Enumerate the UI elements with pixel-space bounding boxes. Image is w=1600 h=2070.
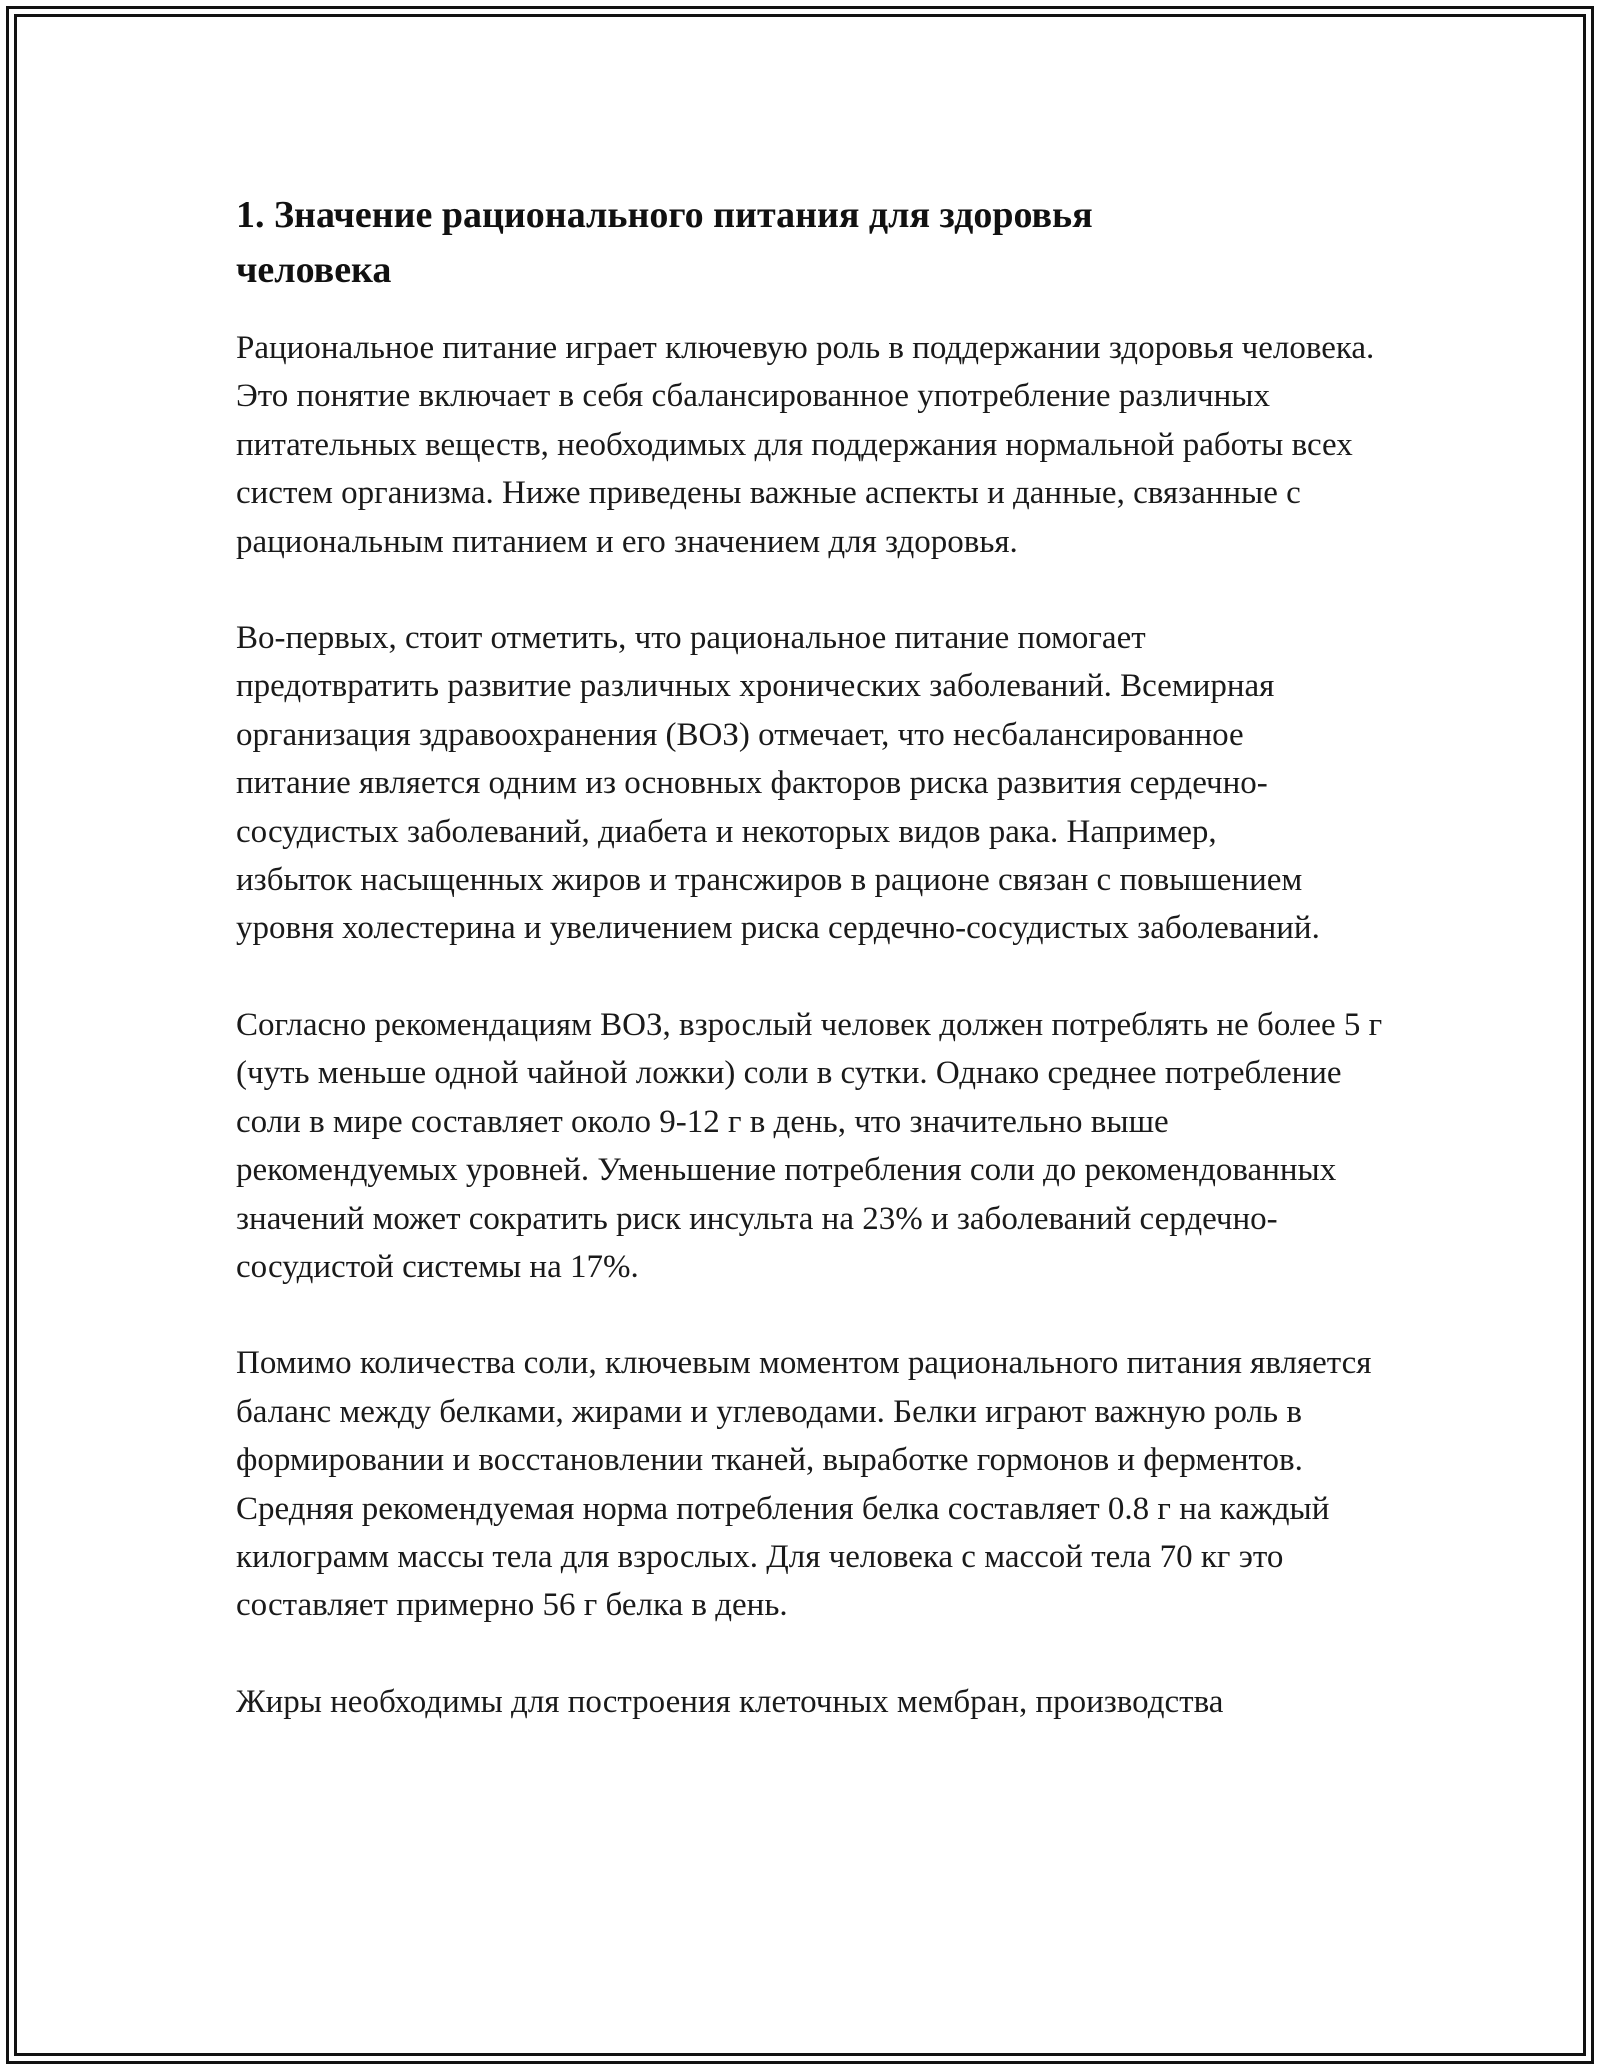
document-body [236, 188, 1386, 1726]
section-heading: 1. Значение рационального питания для здоровья человека [236, 194, 1093, 291]
paragraph-intro: Рациональное питание играет ключевую роль в поддержании здоровья человека. Это понятие включает в себя сбалансированное употребление различных питательных веществ, необходимых для поддержания нормальной работы всех систем организма. Ниже приведены важные аспекты и данные, связанные с рациональным питанием и его значением для здоровья. [236, 330, 1375, 560]
paragraph-chronic-diseases: Во-первых, стоит отметить, что рациональное питание помогает предотвратить развитие различных хронических заболеваний. Всемирная организация здравоохранения (ВОЗ) отмечает, что несбалансированное питание является одним из основных факторов риска развития сердечно-сосудистых заболеваний, диабета и некоторых видов рака. Например, избыток насыщенных жиров и трансжиров в рационе связан с повышением уровня холестерина и увеличением риска сердечно-сосудистых заболеваний. [236, 620, 1320, 947]
paragraph-macronutrients: Помимо количества соли, ключевым моментом рационального питания является баланс между белками, жирами и углеводами. Белки играют важную роль в формировании и восстановлении тканей, выработке гормонов и ферментов. Средняя рекомендуемая норма потребления белка составляет 0.8 г на каждый килограмм массы тела для взрослых. Для человека с массой тела 70 кг это составляет примерно 56 г белка в день. [236, 1345, 1372, 1624]
paragraph-salt-intake: Согласно рекомендациям ВОЗ, взрослый человек должен потреблять не более 5 г (чуть меньше одной чайной ложки) соли в сутки. Однако среднее потребление соли в мире составляет около 9-12 г в день, что значительно выше рекомендуемых уровней. Уменьшение потребления соли до рекомендованных значений может сократить риск инсульта на 23% и заболеваний сердечно-сосудистой системы на 17%. [236, 1006, 1383, 1285]
paragraph-fats: Жиры необходимы для построения клеточных мембран, производства [236, 1683, 1224, 1720]
